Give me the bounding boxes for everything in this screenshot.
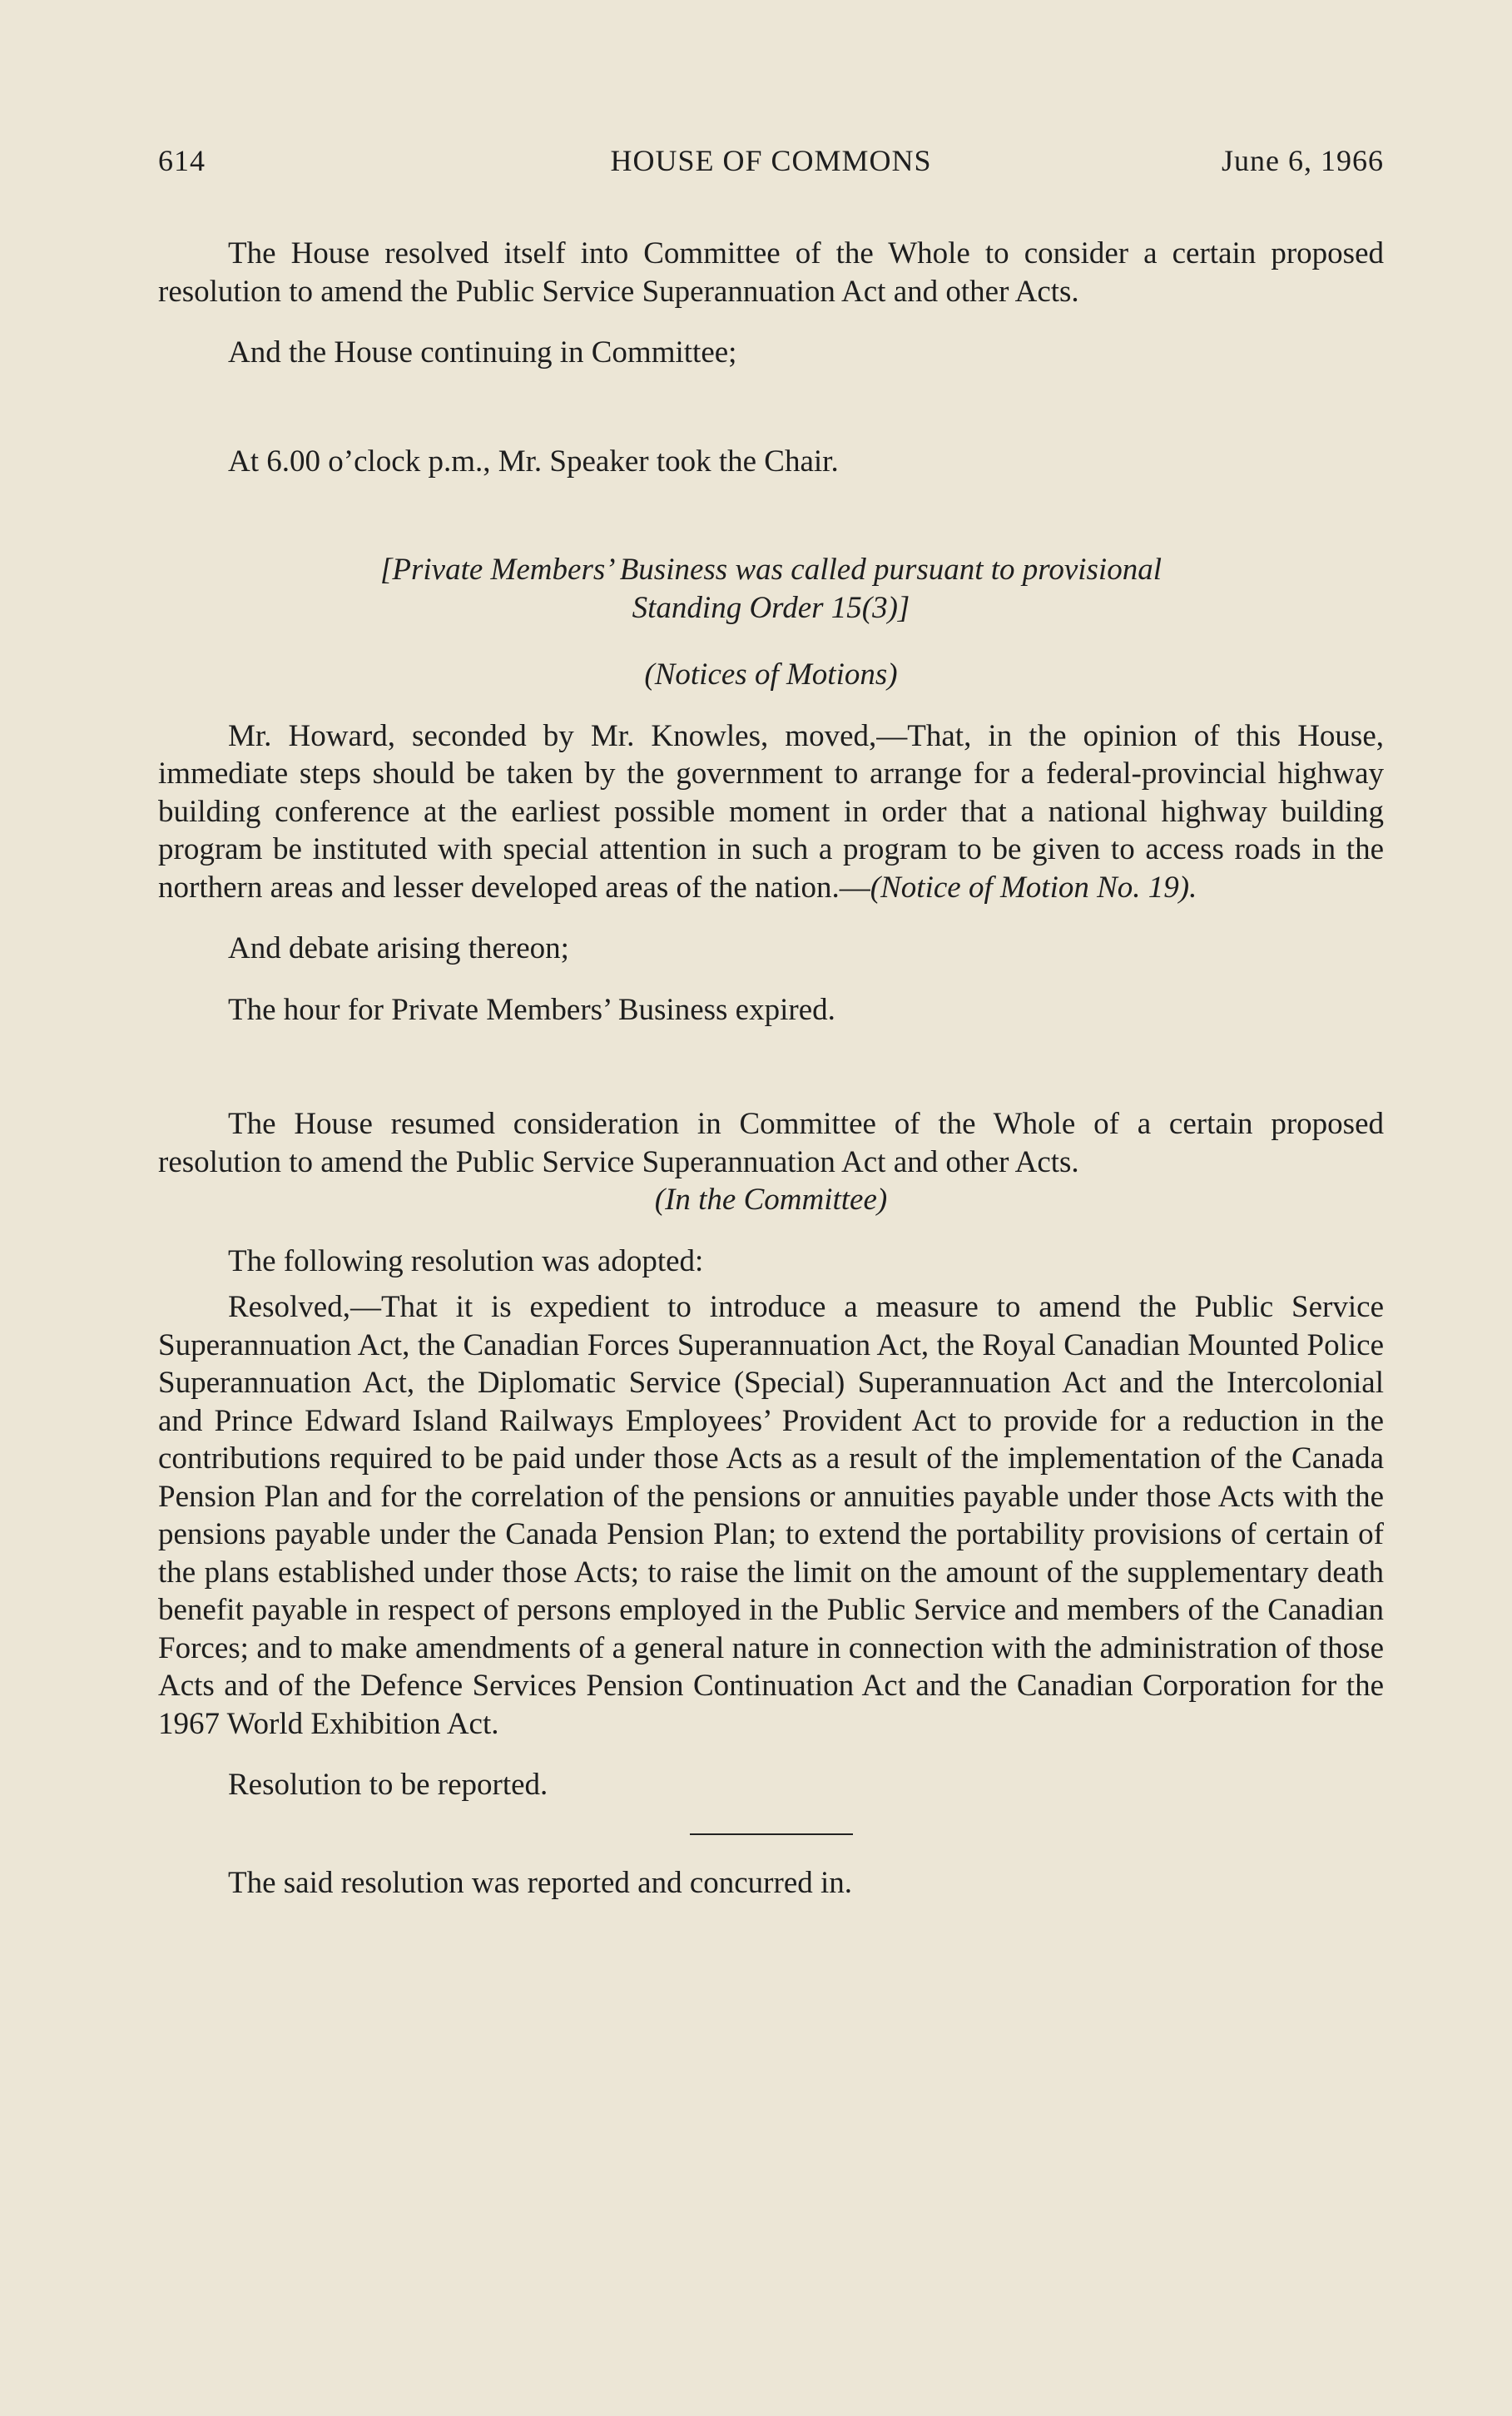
document-body [158, 235, 1384, 1902]
paragraph-concurred: The said resolution was reported and concurred in. [228, 1865, 853, 1900]
paragraph-resolution-reported: Resolution to be reported. [228, 1768, 548, 1802]
heading-notices-of-motions: (Notices of Motions) [644, 657, 898, 692]
paragraph-howard-motion [158, 717, 1384, 907]
motion-text: Mr. Howard, seconded by Mr. Knowles, moved,—That, in the opinion of this House, immediate steps should be taken by the government to arrange for a federal-provincial highway building conference at the earliest possible moment in order that a national highway building program be instituted with special attention in such a program to be given to access roads in the northern areas and lesser developed areas of the nation.— [158, 718, 1384, 905]
page-running-title: HOUSE OF COMMONS [610, 144, 932, 177]
page-date: June 6, 1966 [1222, 144, 1384, 177]
paragraph-following-resolution: The following resolution was adopted: [228, 1243, 704, 1278]
page-number: 614 [158, 144, 206, 177]
page-header [158, 143, 1384, 185]
paragraph-debate-arising: And debate arising thereon; [228, 931, 569, 965]
paragraph-resolved: Resolved,—That it is expedient to introduce a measure to amend the Public Service Superannuation Act, the Canadian Forces Superannuation Act, the Royal Canadian Mounted Police Superannuation Act, the Diplomatic Service (Special) Superannuation Act and the Intercolonial and Prince Edward Island Railways Employees’ Provident Act to provide for a reduction in the contributions required to be paid under those Acts as a result of the implementation of the Canada Pension Plan and for the correlation of the pensions or annuities payable under those Acts with the pensions payable under the Canada Pension Plan; to extend the portability provisions of certain of the plans established under those Acts; to raise the limit on the amount of the supplementary death benefit payable in respect of persons employed in the Public Service and members of the Canadian Forces; and to make amendments of a general nature in connection with the administration of those Acts and of the Defence Services Pension Continuation Act and the Canadian Corporation for the 1967 World Exhibition Act. [158, 1290, 1384, 1741]
paragraph-committee-resolved: The House resolved itself into Committee of the Whole to consider a certain proposed resolution to amend the Public Service Superannuation Act and other Acts. [158, 236, 1384, 309]
heading-private-members-line2: Standing Order 15(3)] [632, 590, 910, 625]
motion-notice-ref: (Notice of Motion No. 19). [870, 870, 1197, 905]
heading-private-members-line1: [Private Members’ Business was called pursuant to provisional [380, 553, 1162, 587]
paragraph-house-resumed: The House resumed consideration in Committee of the Whole of a certain proposed resolution to amend the Public Service Superannuation Act and other Acts. [158, 1107, 1384, 1179]
paragraph-hour-expired: The hour for Private Members’ Business expired. [228, 992, 835, 1027]
heading-in-committee: (In the Committee) [654, 1183, 888, 1217]
paragraph-speaker-chair: At 6.00 o’clock p.m., Mr. Speaker took the Chair. [228, 444, 839, 479]
paragraph-continuing-committee: And the House continuing in Committee; [228, 335, 737, 370]
